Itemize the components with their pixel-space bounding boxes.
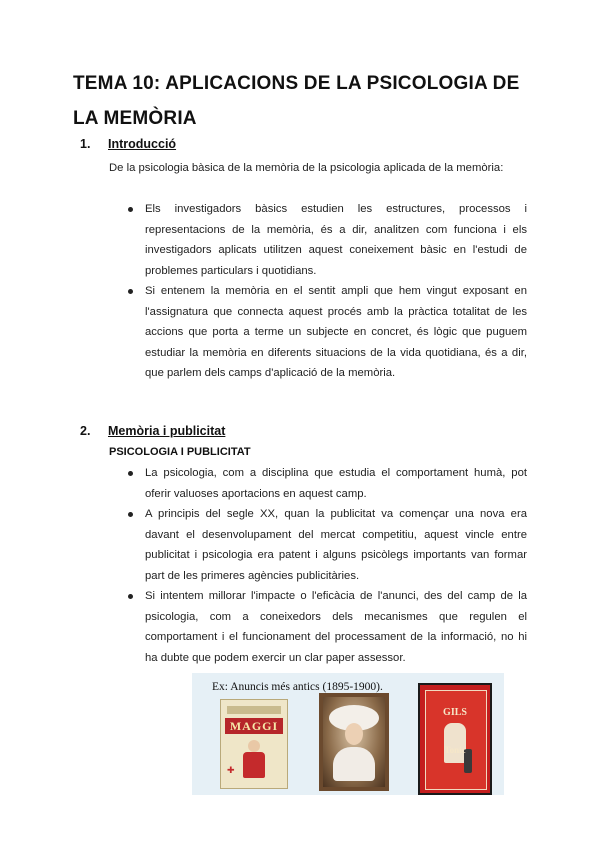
list-item: A principis del segle XX, quan la publicitat va començar una nova era davant el desenvolupament del mercat competitiu, aquest vincle entre publicitat i psicologia era patent i alguns psicòlegs importants van formar part de les primeres agències publicitàries. bbox=[145, 504, 527, 586]
cross-icon: ✚ bbox=[227, 765, 235, 775]
tonic-subtitle-label: Tonic bbox=[444, 745, 466, 755]
list-item: Els investigadors bàsics estudien les estructures, processos i representacions de la memòria, és a dir, analitzen com funciona i els investigadors aplicats utilitzen aquest coneixement bàsic en l'estudi de problemes particulars i quotidians. bbox=[145, 199, 527, 281]
section-heading-memoria-publicitat bbox=[80, 424, 225, 438]
section-title: Introducció bbox=[108, 137, 177, 151]
section-number: 1. bbox=[80, 137, 91, 151]
ad-figure bbox=[444, 723, 466, 763]
page-title: TEMA 10: APLICACIONS DE LA PSICOLOGIA DE LA MEMÒRIA bbox=[73, 73, 520, 129]
maggi-brand-label: MAGGI bbox=[229, 719, 279, 733]
list-item: Si intentem millorar l'impacte o l'eficàcia de l'anunci, des del camp de la psicologia, com a coneixedors dels mecanismes que regulen el comportament i el funcionament del processament de la informació, no hi ha dubte que podem exercir un clar paper assessor. bbox=[145, 586, 527, 668]
ad-face bbox=[345, 723, 363, 745]
ad-girl-body bbox=[243, 752, 265, 778]
list-item: Si entenem la memòria en el sentit ampli que hem vingut exposant en l'assignatura que connecta aquest procés amb la pràctica totalitat de les accions que porta a terme un subjecte en concret, és lògic que puguem estudiar la memòria en diferents situacions de la vida quotidiana, és a dir, que parlem dels camps d'aplicació de la memòria. bbox=[145, 281, 527, 384]
intro-paragraph: De la psicologia bàsica de la memòria de la psicologia aplicada de la memòria: bbox=[109, 162, 504, 174]
tonic-ad-image bbox=[418, 683, 492, 795]
maggi-ad-image bbox=[220, 699, 288, 789]
list-item: La psicologia, com a disciplina que estudia el comportament humà, pot oferir valuoses aportacions en aquest camp. bbox=[145, 463, 527, 504]
section-title: Memòria i publicitat bbox=[108, 424, 226, 438]
ad-girl-head bbox=[248, 740, 260, 752]
old-ads-figure bbox=[192, 673, 504, 795]
ad-decoration bbox=[227, 706, 281, 714]
tonic-title-label: GILS bbox=[443, 707, 467, 718]
section2-bullet-list bbox=[145, 463, 527, 668]
section-heading-introduccio bbox=[80, 137, 176, 151]
lady-portrait-ad-image bbox=[319, 693, 389, 791]
figure-caption: Ex: Anuncis més antics (1895-1900). bbox=[212, 681, 383, 693]
section1-bullet-list bbox=[145, 199, 527, 384]
section-number: 2. bbox=[80, 424, 91, 438]
subheading: PSICOLOGIA I PUBLICITAT bbox=[109, 446, 251, 458]
ad-dress bbox=[333, 747, 375, 781]
